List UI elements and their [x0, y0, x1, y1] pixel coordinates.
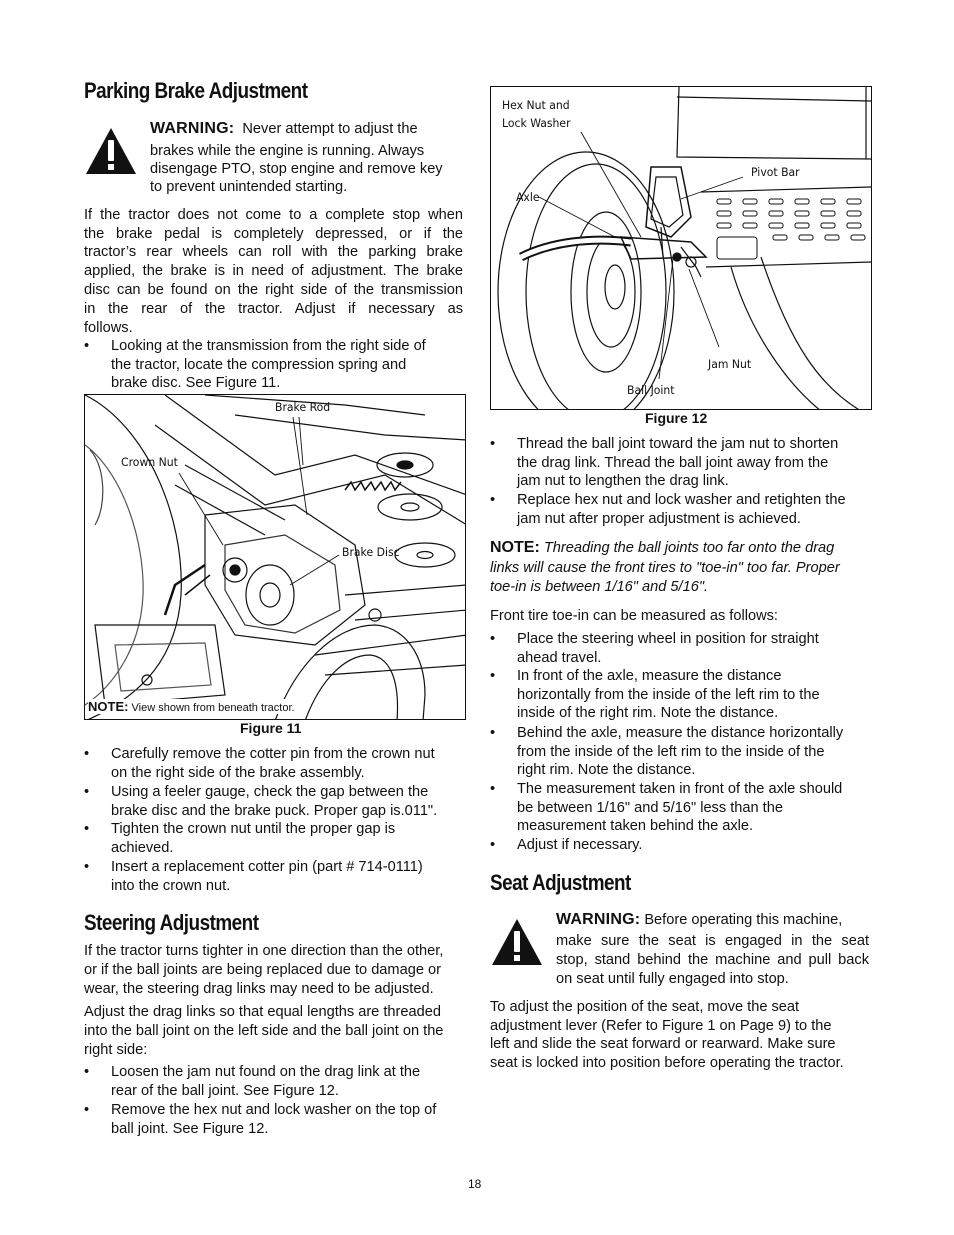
warning-line: Before operating this machine, [644, 912, 843, 928]
warning-label: WARNING: [556, 911, 641, 928]
paragraph-line: seat is locked into position before operating the tractor. [490, 1055, 844, 1071]
list-item-line: Using a feeler gauge, check the gap between the [111, 784, 429, 800]
list-item-line: the drag link. Thread the ball joint away from the [517, 454, 829, 471]
paragraph-line: If the tractor does not come to a complete stop when [84, 207, 463, 223]
list-item [490, 630, 872, 668]
paragraph-line: into the ball joint on the left side and the ball joint on the [84, 1023, 444, 1039]
list-item [490, 435, 872, 491]
list-item-line: Place the steering wheel in position for straight [517, 631, 819, 647]
bullet-dot: • [84, 746, 90, 762]
callout-pivot-bar: Pivot Bar [751, 165, 800, 179]
callout-ball-joint: Ball Joint [627, 383, 675, 397]
paragraph-line: or if the ball joints are being replaced due to damage or [84, 962, 441, 978]
list-item [84, 745, 463, 783]
seat-adjustment-heading: Seat Adjustment [490, 870, 631, 895]
bullet-dot: • [490, 436, 496, 452]
bullet-dot: • [84, 784, 90, 800]
callout-axle: Axle [516, 190, 540, 204]
list-item-line: Thread the ball joint toward the jam nut to shorten [517, 436, 839, 452]
callout-brake-disc: Brake Disc [342, 545, 400, 559]
list-item-line: jam nut to lengthen the drag link. [517, 473, 729, 490]
list-item [490, 836, 872, 856]
paragraph-line: If the tractor turns tighter in one direction than the other, [84, 943, 444, 959]
list-item [490, 491, 872, 529]
list-item-line: Behind the axle, measure the distance horizontally [517, 725, 844, 741]
list-item-line: ball joint. See Figure 12. [111, 1120, 269, 1137]
bullet-dot: • [490, 492, 496, 508]
paragraph-line: follows. [84, 320, 133, 336]
figure-11-caption: Figure 11 [240, 720, 302, 736]
warning-label: WARNING: [150, 120, 235, 137]
warning-line: on seat until fully engaged into stop. [556, 971, 789, 987]
list-item-line: on the right side of the brake assembly. [111, 764, 365, 781]
figure-11 [84, 394, 466, 720]
list-item [490, 667, 872, 723]
page-number: 18 [468, 1177, 482, 1191]
bullet-dot: • [84, 1064, 90, 1080]
list-item [84, 337, 463, 393]
warning-line: brakes while the engine is running. Always [150, 143, 425, 159]
figure-12 [490, 86, 872, 410]
list-item-line: Remove the hex nut and lock washer on the top of [111, 1102, 437, 1118]
callout-hex-nut: Hex Nut and [502, 98, 570, 112]
list-item-line: The measurement taken in front of the axle should [517, 781, 843, 797]
list-item-line: brake disc and the brake puck. Proper gap is.011". [111, 802, 438, 819]
list-item-line: from the inside of the left rim to the inside of the [517, 743, 825, 760]
paragraph-line: tractor’s rear wheels can roll with the parking brake [84, 244, 463, 260]
paragraph-line: in the rear of the tractor. Adjust if necessary as [84, 301, 463, 317]
list-item-line: right rim. Note the distance. [517, 762, 696, 779]
bullet-dot: • [84, 859, 90, 875]
list-item-line: ahead travel. [517, 649, 602, 666]
bullet-dot: • [490, 668, 496, 684]
bullet-dot: • [490, 631, 496, 647]
list-item-line: rear of the ball joint. See Figure 12. [111, 1082, 339, 1099]
list-item-line: Replace hex nut and lock washer and retighten the [517, 492, 846, 508]
bullet-dot: • [490, 725, 496, 741]
figure-note-label: NOTE: [88, 699, 129, 714]
paragraph-line: applied, the brake is in need of adjustment. The brake [84, 263, 463, 279]
list-item-line: achieved. [111, 839, 174, 856]
warning-line: Never attempt to adjust the [242, 121, 418, 137]
list-item-line: Carefully remove the cotter pin from the crown nut [111, 746, 435, 762]
paragraph-line: the brake pedal is completely depressed, or if the [84, 226, 463, 242]
steering-heading: Steering Adjustment [84, 910, 259, 935]
paragraph-line: To adjust the position of the seat, move the seat [490, 999, 800, 1015]
paragraph-line: Adjust the drag links so that equal lengths are threaded [84, 1004, 441, 1020]
note-line: Threading the ball joints too far onto the drag [543, 540, 835, 556]
paragraph-line: wear, the steering drag links may need to be adjusted. [84, 981, 434, 997]
figure-12-caption: Figure 12 [645, 410, 708, 426]
warning-line: make sure the seat is engaged in the seat [556, 933, 869, 949]
list-item-line: measurement taken behind the axle. [517, 818, 754, 835]
bullet-dot: • [490, 837, 496, 853]
note-line: links will cause the front tires to "toe-in" too far. Proper [490, 560, 840, 576]
list-item-line: inside of the right rim. Note the distance. [517, 705, 779, 722]
list-item-line: brake disc. See Figure 11. [111, 375, 281, 392]
bullet-dot: • [84, 338, 90, 354]
paragraph-line: left and slide the seat forward or rearward. Make sure [490, 1036, 836, 1052]
parking-brake-heading: Parking Brake Adjustment [84, 78, 308, 103]
list-item-line: Tighten the crown nut until the proper gap is [111, 821, 396, 837]
note-label: NOTE: [490, 539, 540, 556]
toe-in-intro: Front tire toe-in can be measured as follows: [490, 608, 778, 624]
paragraph-line: adjustment lever (Refer to Figure 1 on Page 9) to the [490, 1018, 832, 1034]
list-item-line: jam nut after proper adjustment is achieved. [517, 510, 801, 527]
warning-line: stop, stand behind the machine and pull back [556, 952, 869, 968]
bullet-dot: • [490, 781, 496, 797]
list-item [490, 724, 872, 780]
list-item-line: Looking at the transmission from the right side of [111, 338, 426, 354]
list-item [84, 783, 463, 821]
bullet-dot: • [84, 1102, 90, 1118]
warning-line: to prevent unintended starting. [150, 179, 348, 195]
list-item-line: Adjust if necessary. [517, 837, 643, 853]
figure-note [88, 699, 298, 714]
list-item-line: Insert a replacement cotter pin (part # 714-0111) [111, 859, 423, 875]
list-item [84, 1063, 463, 1101]
callout-lock-washer: Lock Washer [502, 116, 571, 130]
list-item [84, 1101, 463, 1139]
list-item [84, 820, 463, 858]
paragraph-line: right side: [84, 1042, 148, 1058]
warning-line: disengage PTO, stop engine and remove key [150, 161, 443, 177]
list-item-line: into the crown nut. [111, 877, 231, 894]
list-item [84, 858, 463, 896]
list-item-line: the tractor, locate the compression spring and [111, 356, 407, 373]
bullet-dot: • [84, 821, 90, 837]
callout-jam-nut: Jam Nut [708, 357, 752, 371]
steering-linkage-illustration [491, 87, 872, 410]
list-item [490, 780, 872, 836]
list-item-line: be between 1/16" and 5/16" less than the [517, 799, 783, 816]
warning-icon [84, 126, 138, 176]
callout-brake-rod: Brake Rod [275, 400, 331, 414]
figure-note-text: View shown from beneath tractor. [131, 702, 295, 714]
list-item-line: horizontally from the inside of the left rim to the [517, 686, 820, 703]
brake-assembly-illustration [85, 395, 466, 720]
note-line: toe-in is between 1/16" and 5/16". [490, 579, 709, 595]
warning-icon [490, 917, 544, 967]
list-item-line: In front of the axle, measure the distance [517, 668, 782, 684]
paragraph-line: disc can be found on the right side of the transmission [84, 282, 463, 298]
list-item-line: Loosen the jam nut found on the drag link at the [111, 1064, 421, 1080]
callout-crown-nut: Crown Nut [121, 455, 178, 469]
